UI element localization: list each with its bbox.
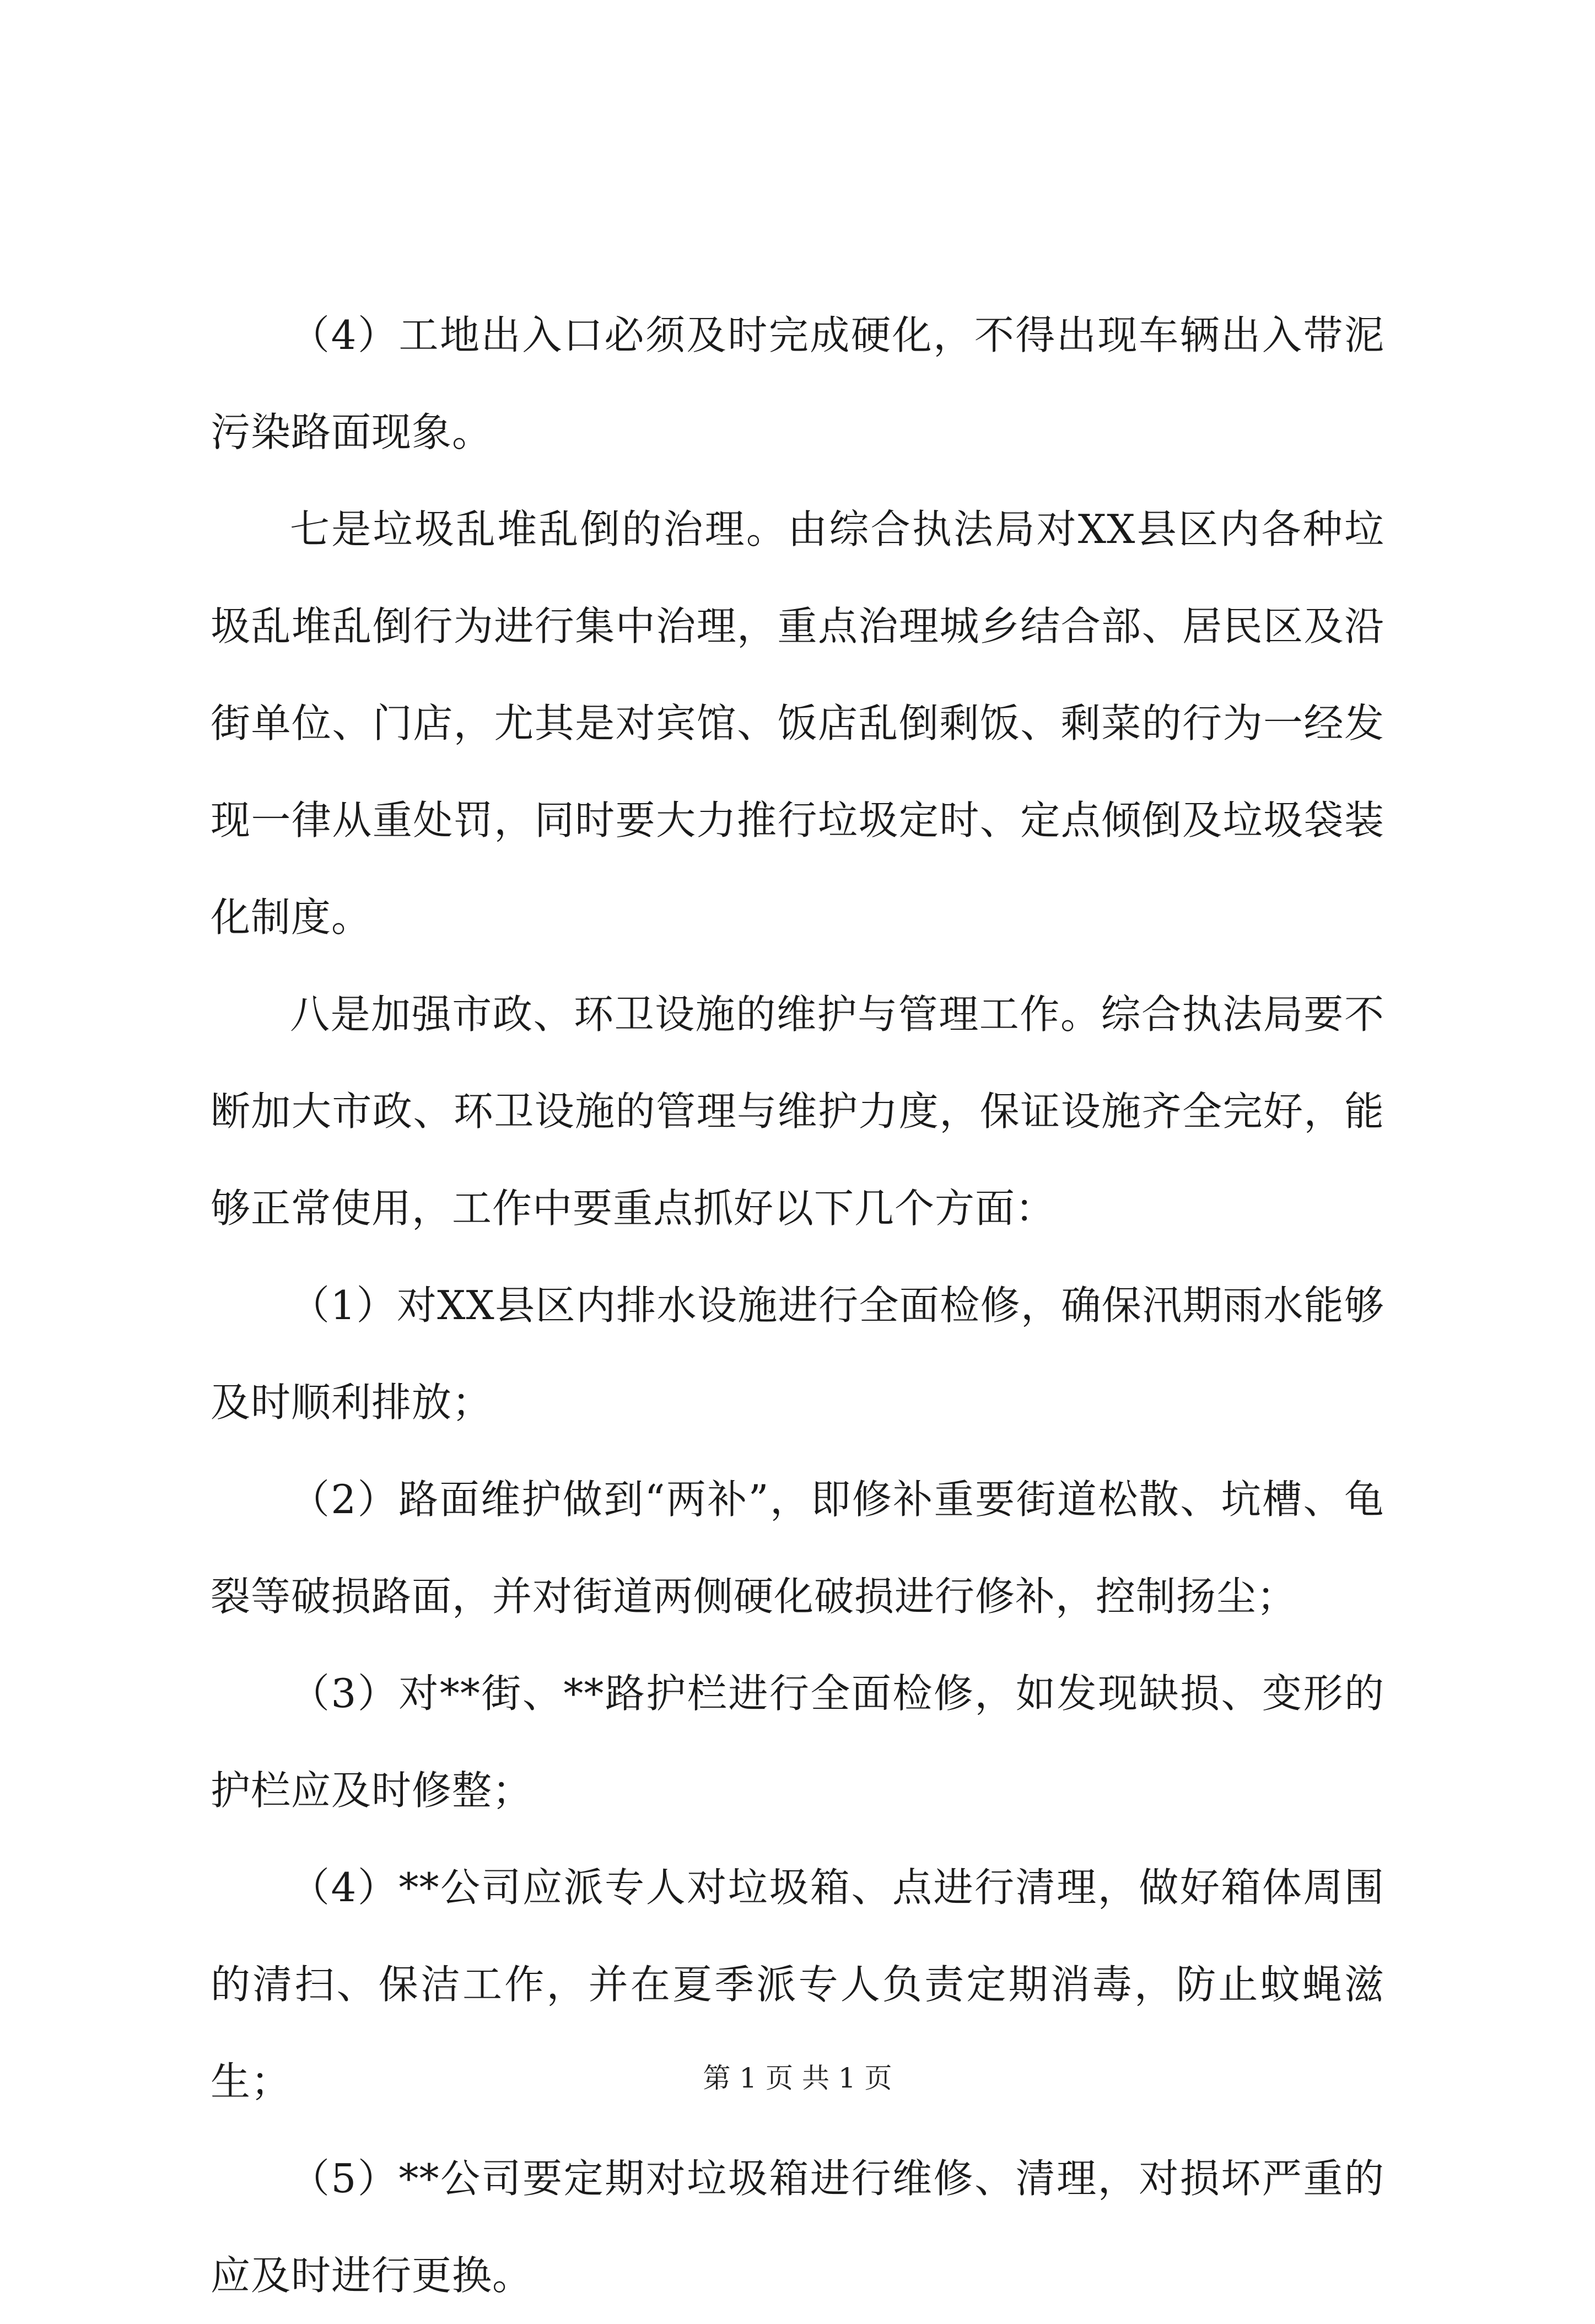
paragraph-facility-maintenance: 八是加强市政、环卫设施的维护与管理工作。综合执法局要不断加大市政、环卫设施的管理与维护力度，保证设施齐全完好，能够正常使用，工作中要重点抓好以下几个方面： bbox=[211, 991, 1384, 1231]
list-item-guardrail: （3）对**街、**路护栏进行全面检修，如发现缺损、变形的护栏应及时修整； bbox=[211, 1670, 1384, 1814]
paragraph-garbage-dumping: 七是垃圾乱堆乱倒的治理。由综合执法局对XX县区内各种垃圾乱堆乱倒行为进行集中治理，重点治理城乡结合部、居民区及沿街单位、门店，尤其是对宾馆、饭店乱倒剩饭、剩菜的行为一经发现一律从重处罚，同时要大力推行垃圾定时、定点倾倒及垃圾袋装化制度。 bbox=[211, 506, 1384, 940]
list-item-bin-repair: （5）**公司要定期对垃圾箱进行维修、清理，对损坏严重的应及时进行更换。 bbox=[211, 2155, 1384, 2299]
list-item-drainage: （1）对XX县区内排水设施进行全面检修，确保汛期雨水能够及时顺利排放； bbox=[211, 1282, 1384, 1425]
list-item-road-repair: （2）路面维护做到“两补”，即修补重要街道松散、坑槽、龟裂等破损路面，并对街道两侧硬化破损进行修补，控制扬尘； bbox=[211, 1476, 1384, 1620]
document-body bbox=[211, 287, 1384, 2324]
page-number-label: 第 1 页 共 1 页 bbox=[703, 2062, 892, 2094]
list-item-bin-cleaning: （4）**公司应派专人对垃圾箱、点进行清理，做好箱体周围的清扫、保洁工作，并在夏季派专人负责定期消毒，防止蚊蝇滋生； bbox=[211, 1864, 1384, 2105]
page-footer bbox=[0, 2062, 1595, 2095]
paragraph-construction-entrance: （4）工地出入口必须及时完成硬化，不得出现车辆出入带泥污染路面现象。 bbox=[211, 312, 1384, 455]
